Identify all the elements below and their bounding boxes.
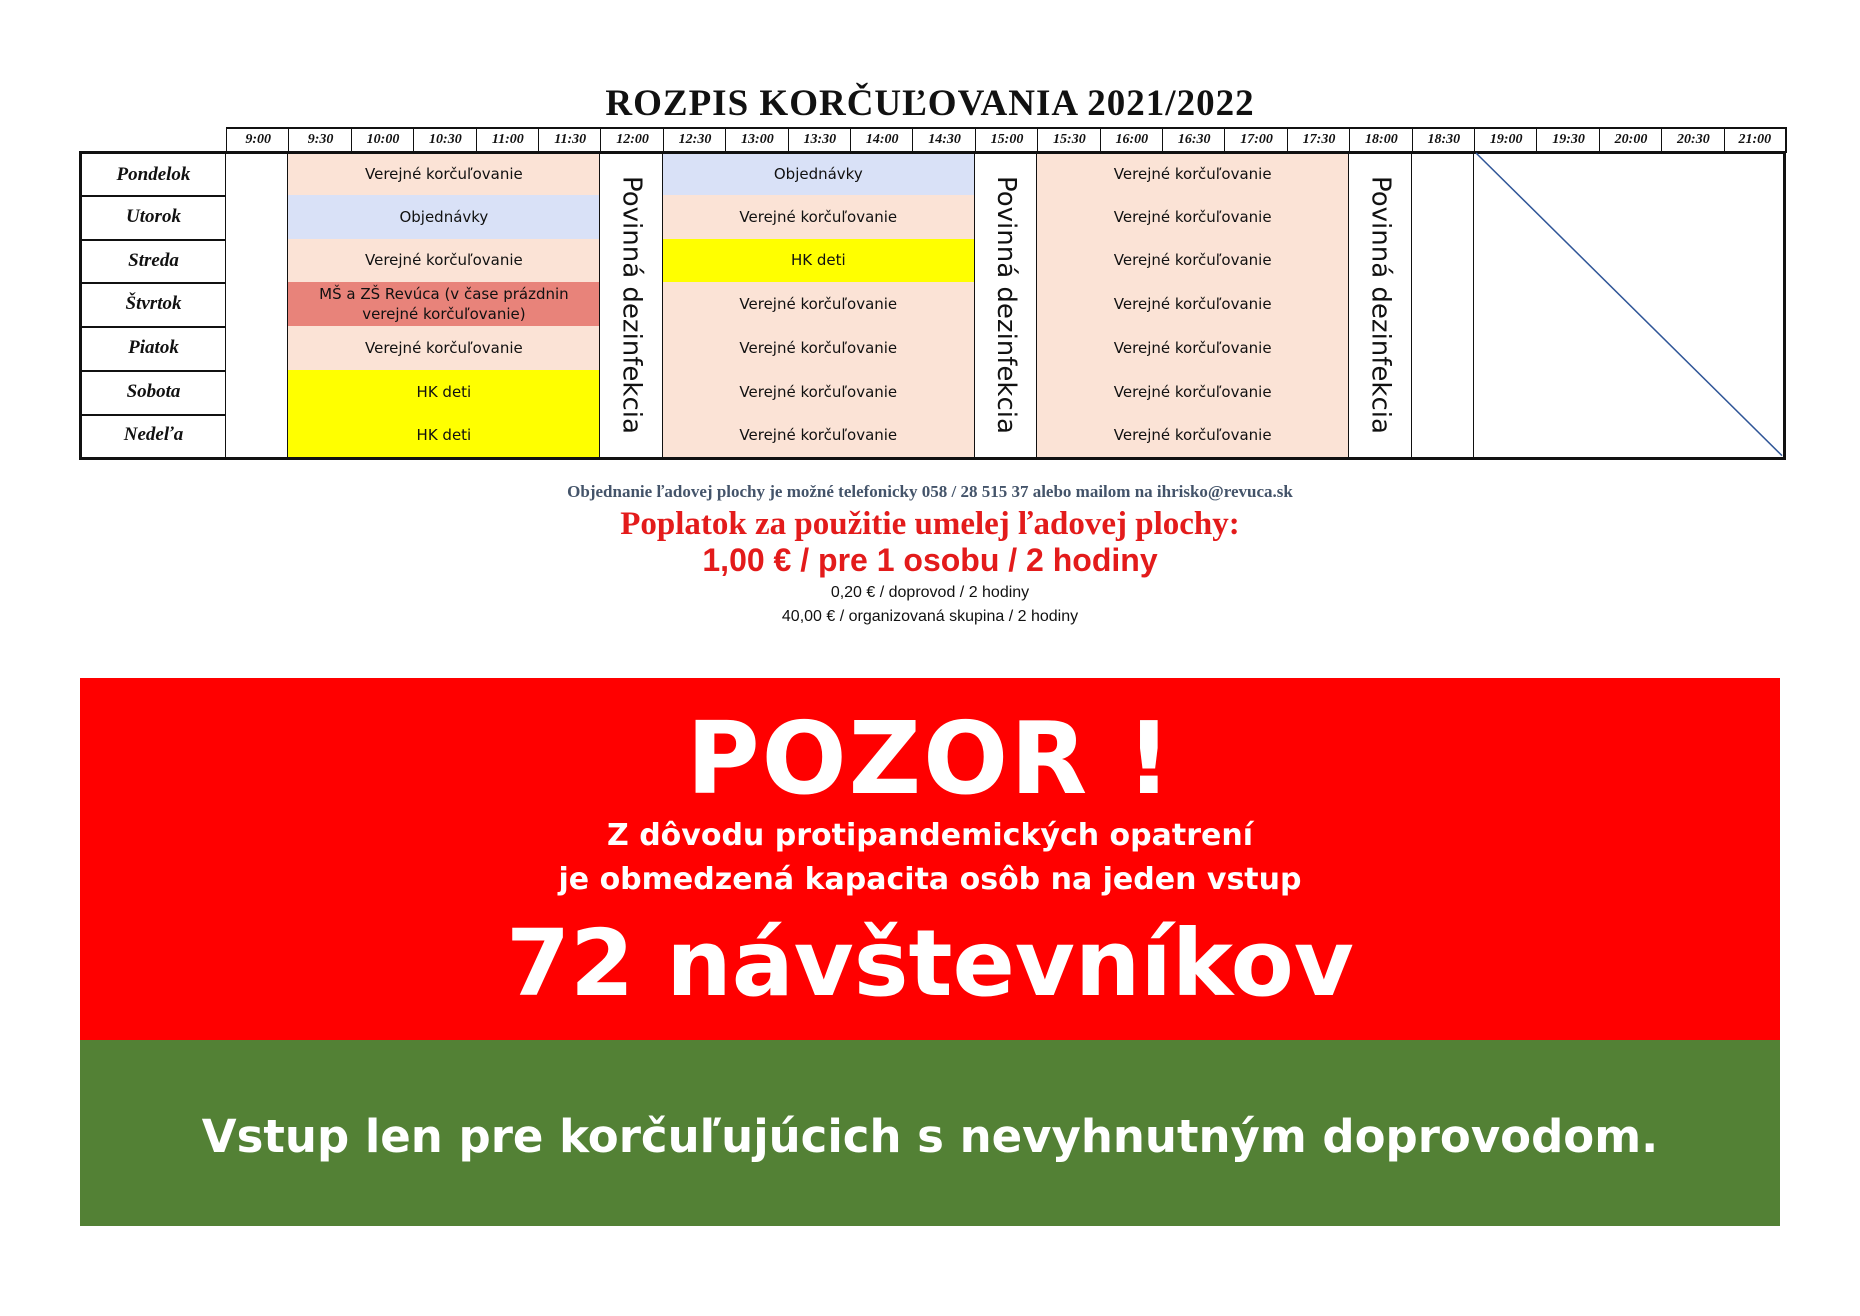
time-header: 12:30 <box>663 127 726 153</box>
time-header: 14:00 <box>850 127 913 153</box>
schedule-block: Verejné korčuľovanie <box>1037 326 1349 372</box>
ordering-info: Objednanie ľadovej plochy je možné telefonicky 058 / 28 515 37 alebo mailom na ihrisko@revuca.sk <box>567 482 1293 501</box>
empty-slot <box>226 326 288 372</box>
warning-banner <box>80 678 1780 1040</box>
schedule-block: Verejné korčuľovanie <box>1037 239 1349 285</box>
empty-slot <box>1412 239 1474 285</box>
time-header: 19:00 <box>1474 127 1537 153</box>
time-header: 11:30 <box>538 127 601 153</box>
empty-slot <box>1412 414 1474 460</box>
time-header: 12:00 <box>600 127 663 153</box>
day-label: Utorok <box>79 195 226 241</box>
day-label: Sobota <box>79 370 226 416</box>
empty-slot <box>226 195 288 241</box>
time-header: 16:30 <box>1162 127 1225 153</box>
schedule-block: HK deti <box>288 414 600 460</box>
time-header: 17:00 <box>1224 127 1287 153</box>
time-header: 17:30 <box>1287 127 1350 153</box>
time-header: 14:30 <box>912 127 975 153</box>
time-header: 11:00 <box>476 127 539 153</box>
empty-slot <box>226 414 288 460</box>
time-header: 21:00 <box>1724 127 1787 153</box>
capacity-value: 72 návštevníkov <box>506 910 1354 1017</box>
warning-line-2: je obmedzená kapacita osôb na jeden vstup <box>558 862 1302 897</box>
schedule-block: HK deti <box>288 370 600 416</box>
time-header: 15:30 <box>1037 127 1100 153</box>
time-header: 20:00 <box>1599 127 1662 153</box>
schedule-block: Verejné korčuľovanie <box>1037 282 1349 328</box>
page-title: ROZPIS KORČUĽOVANIA 2021/2022 <box>605 83 1255 124</box>
schedule-block: MŠ a ZŠ Revúca (v čase prázdnin verejné korčuľovanie) <box>288 282 600 328</box>
day-label: Štvrtok <box>79 282 226 328</box>
schedule-block: HK deti <box>663 239 975 285</box>
schedule-block: Verejné korčuľovanie <box>288 151 600 197</box>
time-header: 15:00 <box>975 127 1038 153</box>
schedule-block: Objednávky <box>663 151 975 197</box>
schedule-block: Verejné korčuľovanie <box>663 282 975 328</box>
time-header: 13:30 <box>788 127 851 153</box>
schedule-block: Verejné korčuľovanie <box>1037 151 1349 197</box>
empty-slot <box>1412 326 1474 372</box>
disinfection-column: Povinná dezinfekcia <box>975 151 1037 460</box>
warning-heading: POZOR ! <box>686 700 1174 817</box>
fee-title: Poplatok za použitie umelej ľadovej plochy: <box>620 506 1240 542</box>
schedule-block: Verejné korčuľovanie <box>288 326 600 372</box>
fee-group: 40,00 € / organizovaná skupina / 2 hodiny <box>781 608 1079 625</box>
time-header: 20:30 <box>1661 127 1724 153</box>
time-header: 16:00 <box>1100 127 1163 153</box>
empty-slot <box>226 239 288 285</box>
schedule-block: Verejné korčuľovanie <box>663 195 975 241</box>
time-header: 18:30 <box>1412 127 1475 153</box>
entry-note: Vstup len pre korčuľujúcich s nevyhnutným doprovodom. <box>201 1110 1659 1163</box>
fee-escort: 0,20 € / doprovod / 2 hodiny <box>830 584 1030 601</box>
time-header: 10:30 <box>413 127 476 153</box>
time-header: 10:00 <box>351 127 414 153</box>
day-label: Streda <box>79 239 226 285</box>
time-header: 18:00 <box>1349 127 1412 153</box>
day-label: Piatok <box>79 326 226 372</box>
empty-slot <box>1412 195 1474 241</box>
empty-slot <box>1412 370 1474 416</box>
closed-diagonal-line <box>1474 151 1786 460</box>
day-label: Pondelok <box>79 151 226 197</box>
empty-slot <box>226 282 288 328</box>
time-header: 9:30 <box>288 127 351 153</box>
warning-line-1: Z dôvodu protipandemických opatrení <box>607 818 1253 853</box>
schedule-block: Verejné korčuľovanie <box>663 326 975 372</box>
time-header: 19:30 <box>1536 127 1599 153</box>
warning-reason <box>80 814 1780 902</box>
schedule-block: Verejné korčuľovanie <box>1037 414 1349 460</box>
disinfection-column: Povinná dezinfekcia <box>600 151 662 460</box>
entry-banner <box>80 1040 1780 1226</box>
schedule-block: Verejné korčuľovanie <box>1037 370 1349 416</box>
empty-slot <box>226 151 288 197</box>
time-header: 9:00 <box>226 127 289 153</box>
empty-slot <box>226 370 288 416</box>
schedule-table <box>79 127 1787 460</box>
schedule-block: Verejné korčuľovanie <box>288 239 600 285</box>
fee-main: 1,00 € / pre 1 osobu / 2 hodiny <box>702 542 1158 578</box>
disinfection-column: Povinná dezinfekcia <box>1349 151 1411 460</box>
time-header: 13:00 <box>725 127 788 153</box>
day-label: Nedeľa <box>79 414 226 460</box>
empty-slot <box>1412 151 1474 197</box>
schedule-block: Verejné korčuľovanie <box>1037 195 1349 241</box>
schedule-block: Verejné korčuľovanie <box>663 414 975 460</box>
diagonal-line <box>1476 153 1782 456</box>
empty-slot <box>1412 282 1474 328</box>
schedule-block: Verejné korčuľovanie <box>663 370 975 416</box>
schedule-block: Objednávky <box>288 195 600 241</box>
